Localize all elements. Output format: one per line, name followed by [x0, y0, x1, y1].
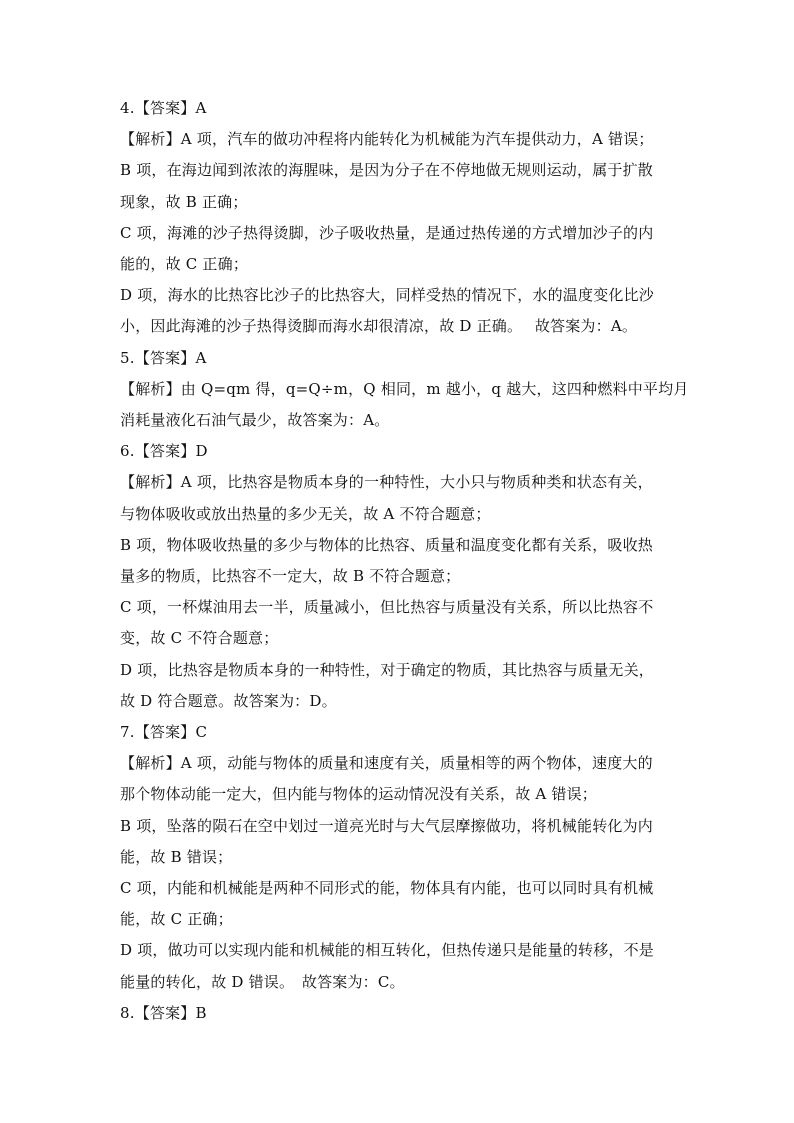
- q7-analysis-line: C 项，内能和机械能是两种不同形式的能，物体具有内能，也可以同时具有机械: [120, 879, 654, 898]
- q7-analysis-line: D 项，做功可以实现内能和机械能的相互转化，但热传递只是能量的转移，不是: [120, 941, 654, 960]
- q5-analysis-line: 消耗量液化石油气最少，故答案为：A。: [120, 411, 390, 430]
- q4-analysis-line: 小，因此海滩的沙子热得烫脚而海水却很清凉，故 D 正确。 故答案为：A。: [120, 317, 638, 336]
- q4-analysis-line: 【解析】A 项，汽车的做功冲程将内能转化为机械能为汽车提供动力，A 错误；: [120, 130, 654, 149]
- q6-analysis-line: 故 D 符合题意。故答案为：D。: [120, 691, 337, 710]
- q4-analysis-line: 现象，故 B 正确；: [120, 192, 248, 211]
- q4-answer: 4.【答案】A: [120, 99, 207, 117]
- q6-analysis-line: 与物体吸收或放出热量的多少无关，故 A 不符合题意；: [120, 504, 491, 523]
- q4-analysis-line: D 项，海水的比热容比沙子的比热容大，同样受热的情况下，水的温度变化比沙: [120, 286, 654, 305]
- q4-analysis-line: C 项，海滩的沙子热得烫脚，沙子吸收热量，是通过热传递的方式增加沙子的内: [120, 223, 654, 242]
- q4-analysis-line: B 项，在海边闻到浓浓的海腥味，是因为分子在不停地做无规则运动，属于扩散: [120, 161, 653, 180]
- q6-analysis-line: 【解析】A 项，比热容是物质本身的一种特性，大小只与物质种类和状态有关，: [120, 473, 653, 492]
- q7-analysis-line: 那个物体动能一定大，但内能与物体的运动情况没有关系，故 A 错误；: [120, 785, 597, 804]
- q6-analysis-line: C 项，一杯煤油用去一半，质量减小，但比热容与质量没有关系，所以比热容不: [120, 598, 654, 617]
- q6-analysis-line: 量多的物质，比热容不一定大，故 B 不符合题意；: [120, 567, 461, 586]
- q7-analysis-line: 能量的转化，故 D 错误。 故答案为：C。: [120, 972, 405, 991]
- q5-analysis-line: 【解析】由 Q=qm 得，q=Q÷m，Q 相同，m 越小，q 越大，这四种燃料中平均月: [120, 379, 689, 398]
- q6-answer: 6.【答案】D: [120, 442, 208, 461]
- q8-answer: 8.【答案】B: [120, 1003, 207, 1022]
- q6-analysis-line: D 项，比热容是物质本身的一种特性，对于确定的物质，其比热容与质量无关，: [120, 660, 654, 679]
- q7-analysis-line: 能，故 B 错误；: [120, 847, 233, 866]
- q6-analysis-line: 变，故 C 不符合题意；: [120, 629, 279, 648]
- q7-analysis-line: 【解析】A 项，动能与物体的质量和速度有关，质量相等的两个物体，速度大的: [120, 754, 653, 773]
- q7-analysis-line: 能，故 C 正确；: [120, 910, 233, 929]
- q7-answer: 7.【答案】C: [120, 723, 208, 742]
- q5-answer: 5.【答案】A: [120, 348, 207, 367]
- q6-analysis-line: B 项，物体吸收热量的多少与物体的比热容、质量和温度变化都有关系，吸收热: [120, 535, 653, 554]
- q7-analysis-line: B 项，坠落的陨石在空中划过一道亮光时与大气层摩擦做功，将机械能转化为内: [120, 816, 653, 835]
- q4-analysis-line: 能的，故 C 正确；: [120, 255, 249, 274]
